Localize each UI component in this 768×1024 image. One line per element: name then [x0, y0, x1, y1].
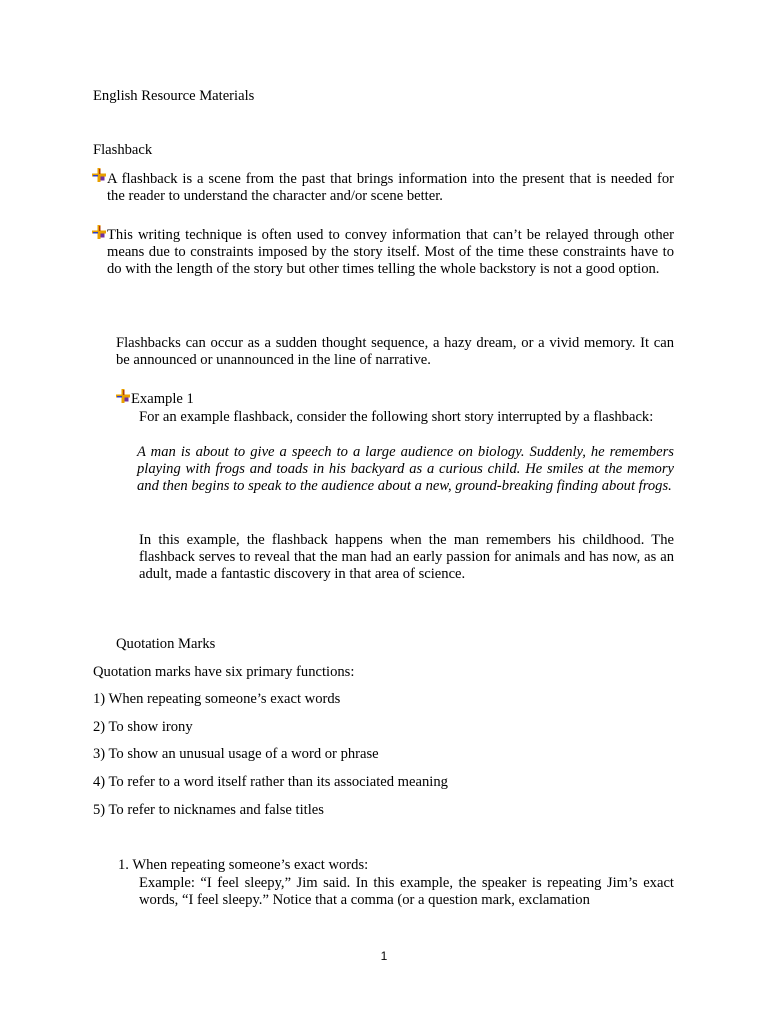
flashback-bullet-1-text: A flashback is a scene from the past that brings information into the present that is needed for the reader to understand the character and/or scene better. — [107, 171, 674, 204]
quotation-item: 3) To show an unusual usage of a word or phrase — [93, 746, 379, 762]
bullet-icon — [92, 225, 106, 239]
flashback-bullet-2: This writing technique is often used to convey information that can’t be relayed through other means due to constraints imposed by the story itself. Most of the time these constraints have to do with the length of the story but other times telling the whole backstory is not a good option. — [107, 227, 674, 277]
bullet-icon — [116, 389, 130, 403]
quotation-intro: Quotation marks have six primary functions: — [93, 664, 355, 680]
flashback-heading: Flashback — [93, 142, 153, 158]
quotation-item: 5) To refer to nicknames and false titles — [93, 802, 324, 818]
quotation-heading: Quotation Marks — [116, 636, 216, 652]
flashback-bullet-1 — [107, 171, 674, 205]
quotation-item: 4) To refer to a word itself rather than its associated meaning — [93, 774, 448, 790]
flashback-paragraph: Flashbacks can occur as a sudden thought sequence, a hazy dream, or a vivid memory. It can be announced or unannounced in the line of narrative. — [116, 335, 674, 368]
example-story: A man is about to give a speech to a large audience on biology. Suddenly, he remembers playing with frogs and toads in his backyard as a curious child. He smiles at the memory and then begins to speak to the audience about a new, ground-breaking finding about frogs. — [137, 444, 674, 494]
bullet-icon — [92, 168, 106, 182]
quotation-sub-example: Example: “I feel sleepy,” Jim said. In this example, the speaker is repeating Jim’s exact words, “I feel sleepy.” Notice that a comma (or a question mark, exclamation — [139, 875, 674, 908]
document-header: English Resource Materials — [93, 88, 255, 104]
quotation-item: 1) When repeating someone’s exact words — [93, 691, 341, 707]
example-explanation: In this example, the flashback happens when the man remembers his childhood. The flashback serves to reveal that the man had an early passion for animals and has now, as an adult, made a fantastic discovery in that area of science. — [139, 532, 674, 582]
quotation-sub-heading: 1. When repeating someone’s exact words: — [118, 857, 369, 873]
example-intro: For an example flashback, consider the following short story interrupted by a flashback: — [139, 409, 654, 425]
example-label: Example 1 — [131, 391, 194, 407]
page-number: 1 — [380, 949, 388, 963]
quotation-item: 2) To show irony — [93, 719, 193, 735]
